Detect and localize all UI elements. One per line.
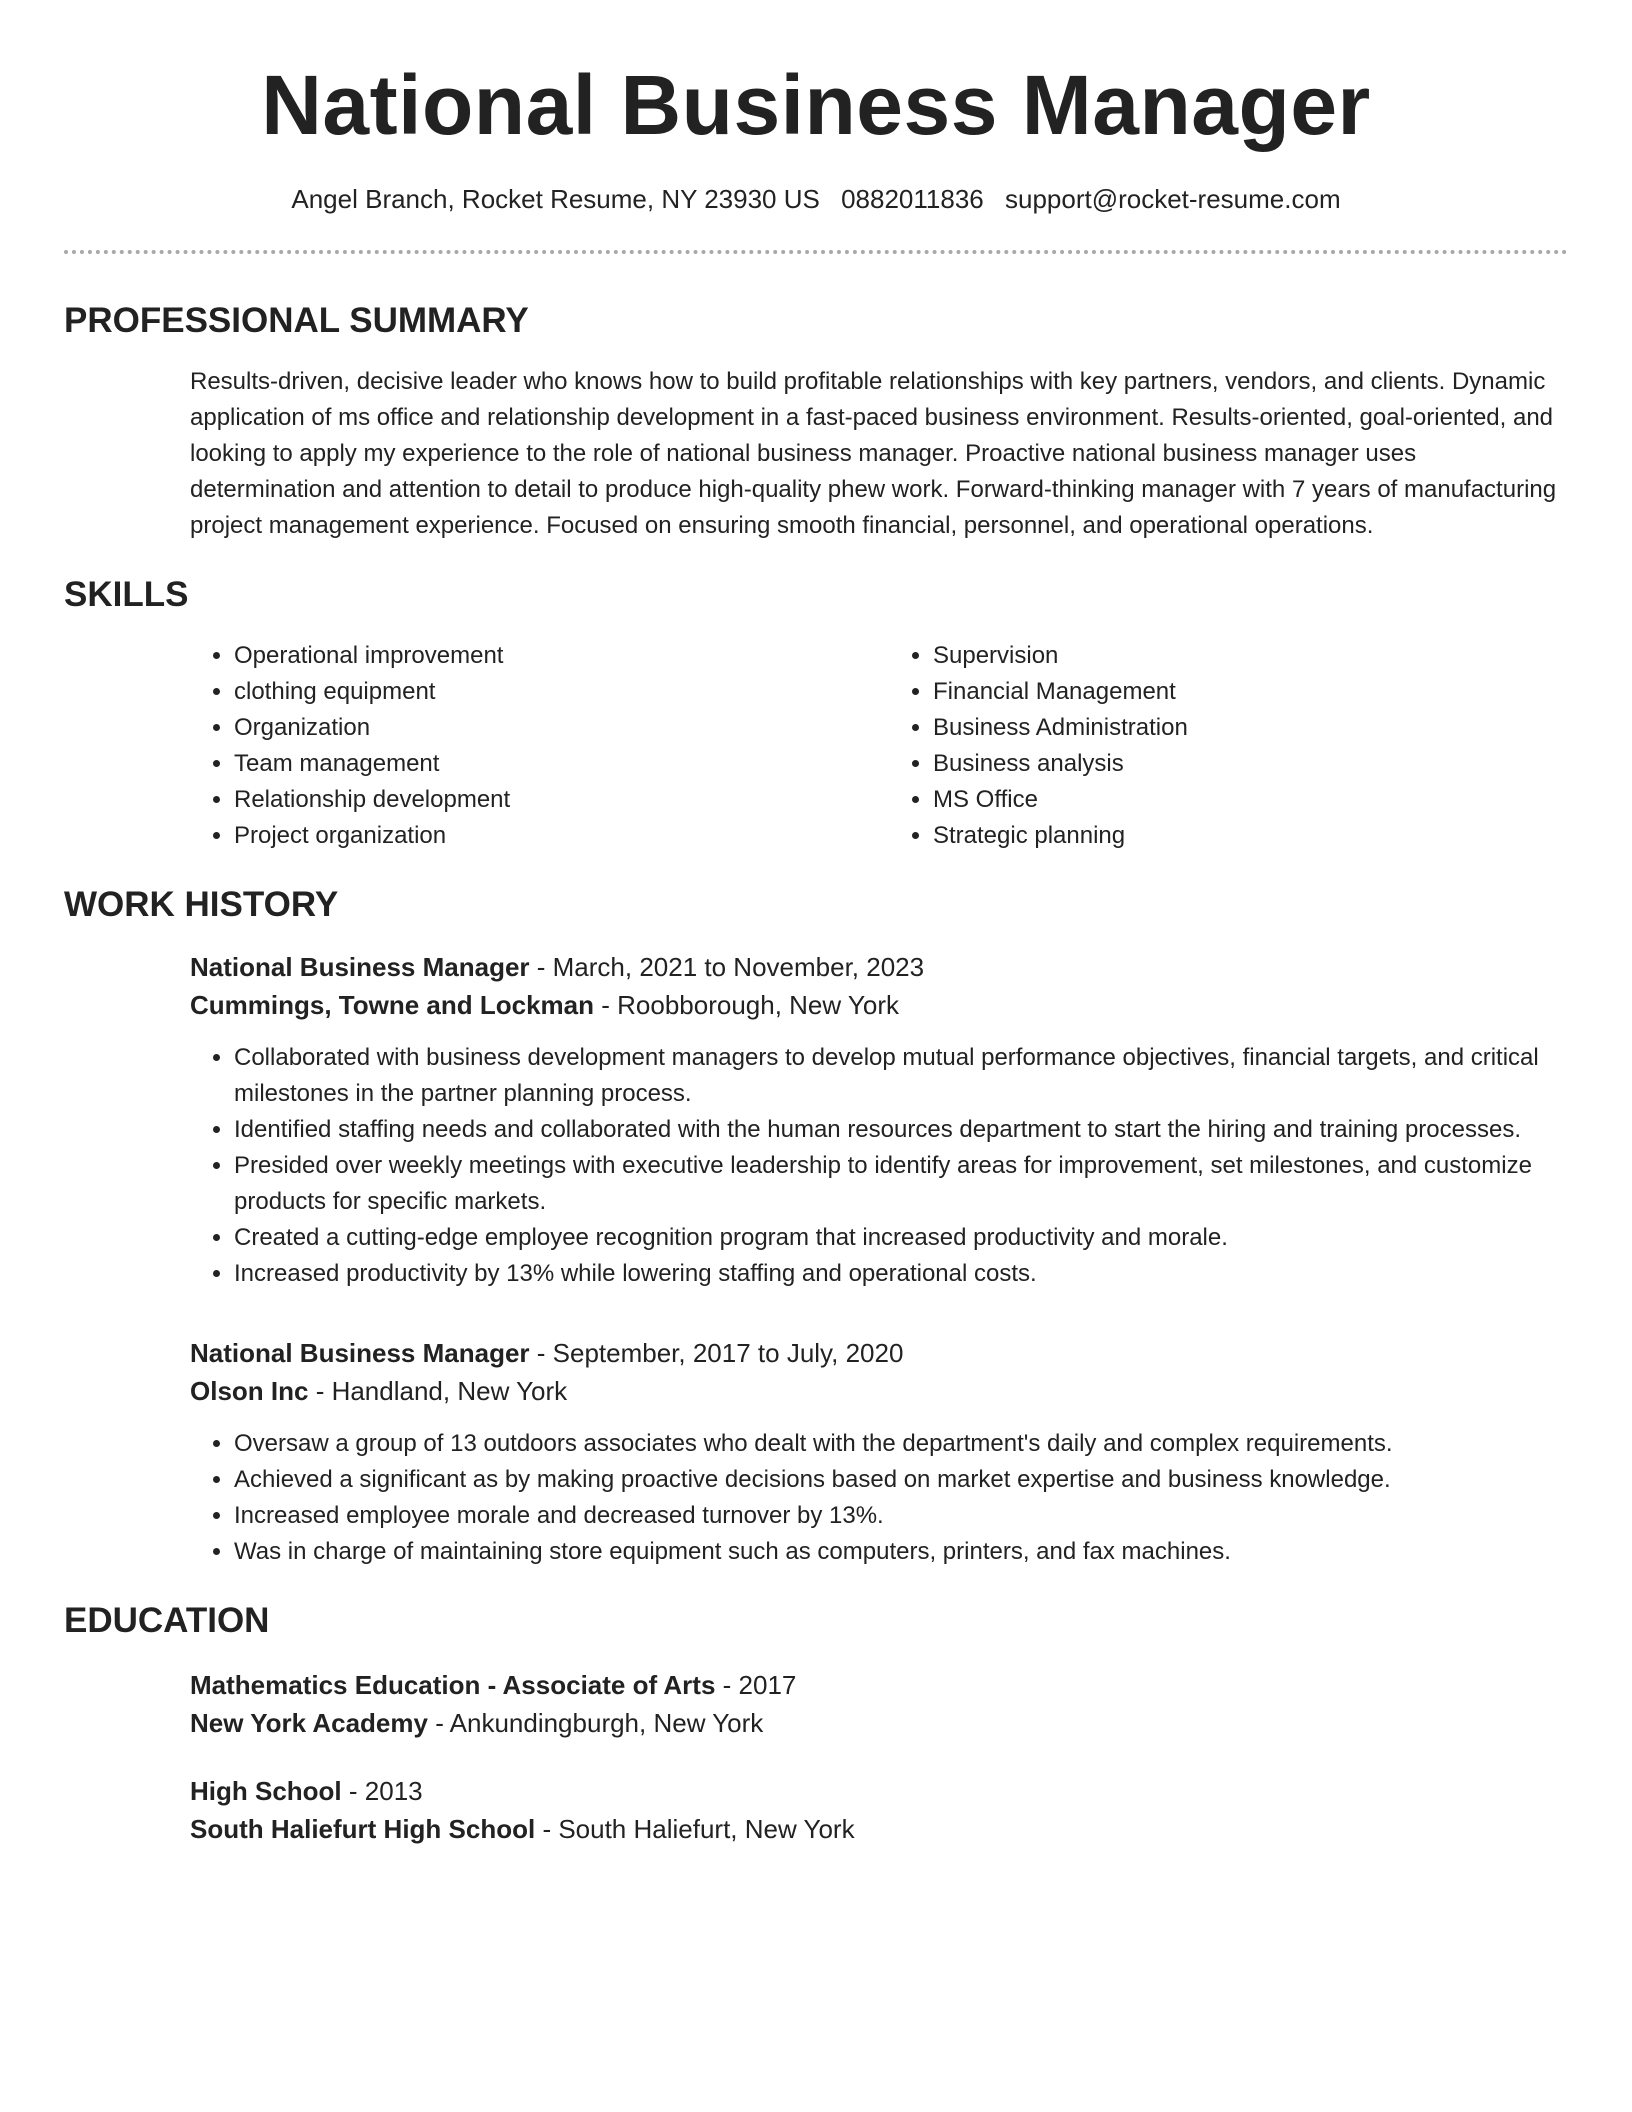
job-bullet: • Collaborated with business development managers to develop mutual performance objectives, financial targets, and critical milestones in the partner planning process. (234, 1040, 1568, 1112)
job-bullets (190, 1426, 1568, 1570)
job-entry (190, 948, 1568, 1292)
resume-title: National Business Manager (261, 58, 1371, 152)
education-location: - Ankundingburgh, New York (427, 1708, 764, 1738)
skill-item: • MS Office (933, 782, 1568, 818)
education-entry (190, 1772, 1568, 1848)
job-location: - Handland, New York (308, 1376, 568, 1406)
skills-body (190, 638, 1568, 854)
education-degree-line (190, 1772, 1568, 1810)
job-dates: - September, 2017 to July, 2020 (529, 1338, 904, 1368)
contact-email: support@rocket-resume.com (1004, 184, 1341, 214)
skill-item: • Strategic planning (933, 818, 1568, 854)
education-school: New York Academy (190, 1708, 428, 1738)
skills-column-left (190, 638, 869, 854)
education-degree: High School (190, 1776, 342, 1806)
job-title: National Business Manager (190, 952, 530, 982)
skill-item: • clothing equipment (234, 674, 869, 710)
work-history-section (64, 884, 1568, 1570)
job-bullet: • Created a cutting-edge employee recognition program that increased productivity and morale. (234, 1220, 1568, 1256)
job-company: Olson Inc (190, 1376, 309, 1406)
education-degree: Mathematics Education - Associate of Arts (190, 1670, 716, 1700)
skills-section (64, 574, 1568, 854)
contact-line (64, 182, 1568, 216)
skill-item: • Business Administration (933, 710, 1568, 746)
education-year: - 2013 (341, 1776, 423, 1806)
education-year: - 2017 (715, 1670, 797, 1700)
job-location: - Roobborough, New York (594, 990, 899, 1020)
job-company: Cummings, Towne and Lockman (190, 990, 595, 1020)
skill-item: • Supervision (933, 638, 1568, 674)
job-company-line (190, 986, 1568, 1024)
professional-summary-section (64, 300, 1568, 544)
education-entry (190, 1666, 1568, 1742)
skill-item: • Organization (234, 710, 869, 746)
section-title-education: EDUCATION (64, 1601, 270, 1640)
job-title: National Business Manager (190, 1338, 530, 1368)
skill-item: • Relationship development (234, 782, 869, 818)
section-title-summary: PROFESSIONAL SUMMARY (64, 301, 529, 340)
contact-phone: 0882011836 (841, 184, 984, 214)
education-location: - South Haliefurt, New York (535, 1814, 855, 1844)
skills-grid (190, 638, 1568, 854)
education-school-line (190, 1810, 1568, 1848)
job-bullet: • Was in charge of maintaining store equipment such as computers, printers, and fax machines. (234, 1534, 1568, 1570)
job-title-line (190, 948, 1568, 986)
job-title-line (190, 1334, 1568, 1372)
skills-column-right (889, 638, 1568, 854)
job-bullet: • Presided over weekly meetings with executive leadership to identify areas for improvement, set milestones, and customize products for specific markets. (234, 1148, 1568, 1220)
work-body (190, 948, 1568, 1570)
job-bullet: • Increased productivity by 13% while lowering staffing and operational costs. (234, 1256, 1568, 1292)
section-title-work: WORK HISTORY (64, 885, 339, 924)
contact-address: Angel Branch, Rocket Resume, NY 23930 US (291, 184, 820, 214)
job-bullet: • Increased employee morale and decreased turnover by 13%. (234, 1498, 1568, 1534)
job-bullet: • Oversaw a group of 13 outdoors associates who dealt with the department's daily and complex requirements. (234, 1426, 1568, 1462)
section-title-skills: SKILLS (64, 575, 189, 614)
summary-text: Results-driven, decisive leader who knows how to build profitable relationships with key partners, vendors, and clients. Dynamic application of ms office and relationship development in a fast-paced business environment. Results-oriented, goal-oriented, and looking to apply my experience to the role of national business manager. Proactive national business manager uses determination and attention to detail to produce high-quality phew work. Forward-thinking manager with 7 years of manufacturing project management experience. Focused on ensuring smooth financial, personnel, and operational operations. (190, 368, 1557, 539)
skill-item: • Team management (234, 746, 869, 782)
education-school-line (190, 1704, 1568, 1742)
education-body (190, 1666, 1568, 1848)
job-entry (190, 1334, 1568, 1570)
skill-item: • Financial Management (933, 674, 1568, 710)
job-company-line (190, 1372, 1568, 1410)
job-dates: - March, 2021 to November, 2023 (529, 952, 925, 982)
education-degree-line (190, 1666, 1568, 1704)
education-school: South Haliefurt High School (190, 1814, 536, 1844)
job-bullets (190, 1040, 1568, 1292)
skill-item: • Operational improvement (234, 638, 869, 674)
job-bullet: • Achieved a significant as by making proactive decisions based on market expertise and business knowledge. (234, 1462, 1568, 1498)
skill-item: • Business analysis (933, 746, 1568, 782)
summary-body (190, 364, 1568, 544)
header-divider (64, 250, 1568, 254)
job-bullet: • Identified staffing needs and collaborated with the human resources department to start the hiring and training processes. (234, 1112, 1568, 1148)
education-section (64, 1600, 1568, 1848)
skill-item: • Project organization (234, 818, 869, 854)
